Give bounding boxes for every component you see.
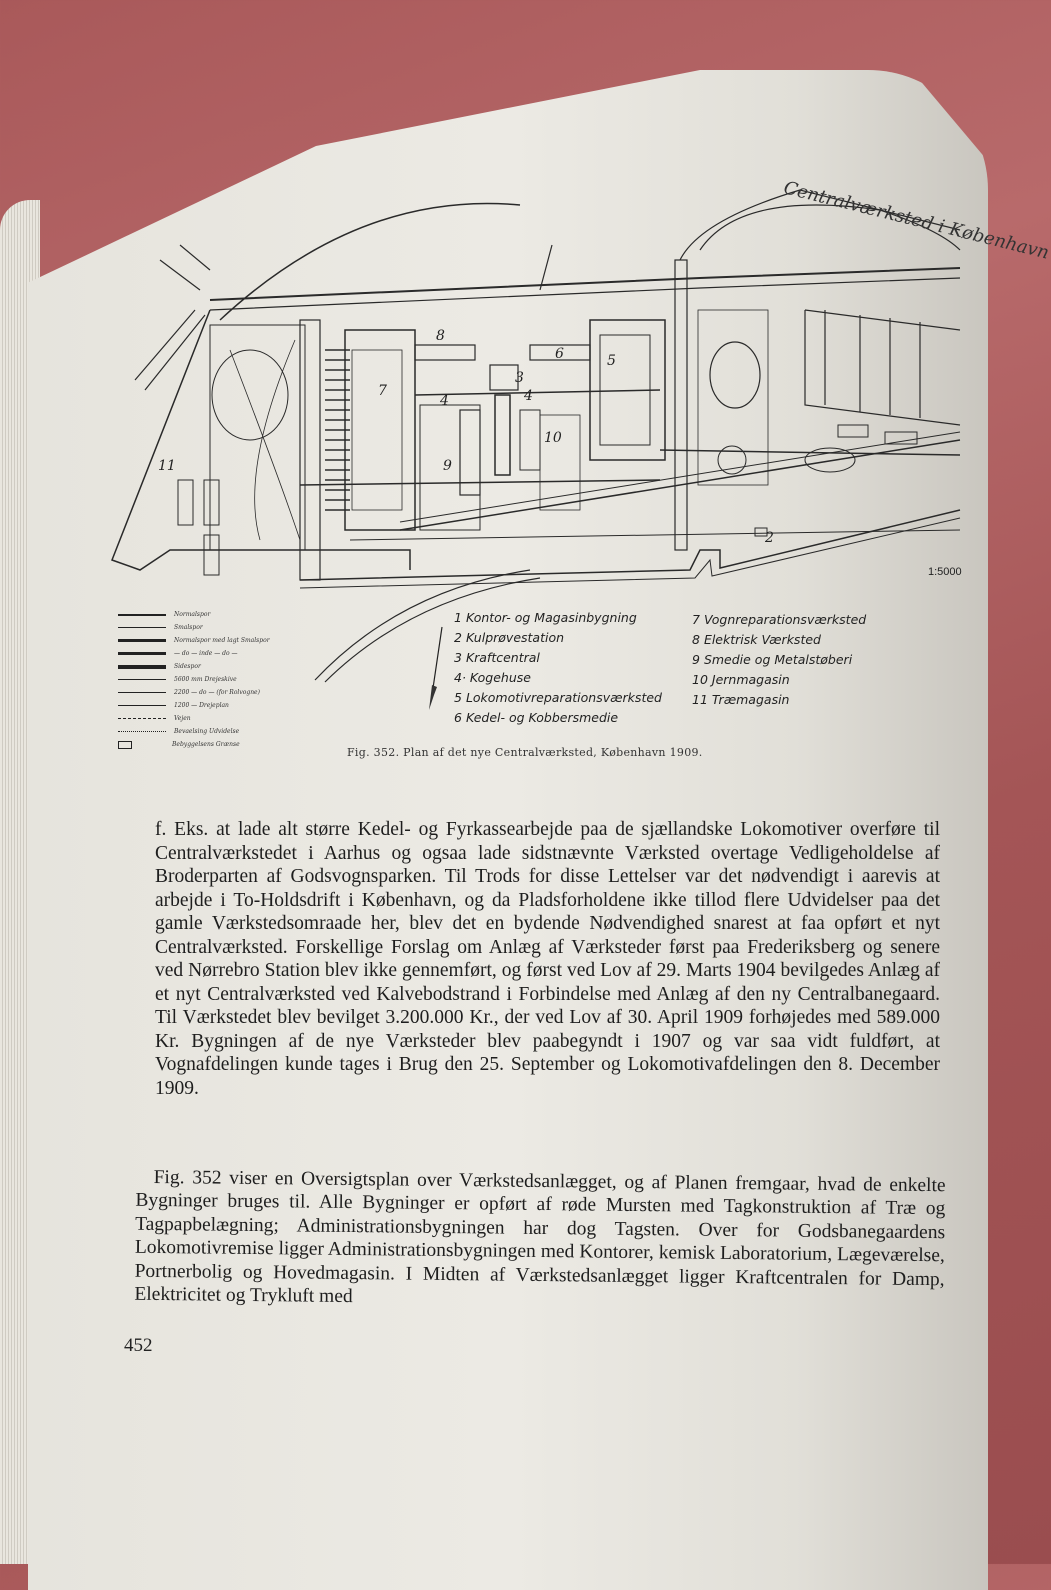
page-number: 452 bbox=[124, 1335, 153, 1356]
legend-item: 8 Elektrisk Værksted bbox=[692, 632, 821, 647]
legend-item: 9 Smedie og Metalstøberi bbox=[692, 652, 853, 667]
legend-item: 2 Kulprøvestation bbox=[454, 630, 565, 645]
legend-item: 3 Kraftcentral bbox=[454, 650, 540, 665]
legend-symbol-row: Normalspor med lagt Smalspor bbox=[118, 634, 278, 647]
svg-text:7: 7 bbox=[378, 383, 387, 399]
svg-text:6: 6 bbox=[555, 346, 564, 362]
legend-item: 1 Kontor- og Magasinbygning bbox=[454, 610, 637, 625]
site-plan-map bbox=[100, 150, 960, 620]
paragraph-text: Fig. 352 viser en Oversigtsplan over Værkstedsanlægget, og af Planen fremgaar, hvad de enkelte Bygninger bruges til. Alle Bygninger er opført af røde Mursten med Tagkonstruktion af Træ og Tagpapbelægning; Administrationsbygningen har dog Tagsten. Over for Godsbanegaardens Lokomotivremise ligger Administrationsbygningen med Kontorer, kemisk Laboratorium, Lægeværelse, Portnerbolig og Hovedmagasin. I Midten af Værkstedsanlægget ligger Kraftcentralen for Damp, Elektricitet og Trykluft med bbox=[134, 1166, 946, 1308]
legend-item: 7 Vognreparationsværksted bbox=[692, 612, 867, 627]
svg-text:8: 8 bbox=[436, 328, 445, 344]
north-arrow-icon bbox=[428, 625, 444, 715]
legend-symbol-row: — do — inde — do — bbox=[118, 647, 278, 660]
legend-symbol-row: 5600 mm Drejeskive bbox=[118, 673, 278, 686]
svg-text:2: 2 bbox=[765, 530, 774, 546]
legend-item: 10 Jernmagasin bbox=[692, 672, 790, 687]
legend-symbol-row: Vejen bbox=[118, 712, 278, 725]
svg-text:3: 3 bbox=[515, 370, 524, 386]
legend-item: 11 Træmagasin bbox=[692, 692, 790, 707]
legend-symbol-row: 1200 — Drejeplan bbox=[118, 699, 278, 712]
map-scale: 1:5000 bbox=[928, 566, 962, 578]
handwritten-map-title: Centralværksted i København bbox=[781, 177, 1051, 264]
line-symbol-legend bbox=[118, 608, 278, 751]
body-paragraph-2 bbox=[134, 1146, 946, 1334]
svg-text:9: 9 bbox=[443, 458, 452, 474]
building-legend-left bbox=[454, 610, 662, 730]
svg-text:5: 5 bbox=[607, 353, 616, 369]
figure-caption: Fig. 352. Plan af det nye Centralværksted, København 1909. bbox=[347, 746, 703, 759]
legend-symbol-row: 2200 — do — (for Rolvogne) bbox=[118, 686, 278, 699]
svg-text:10: 10 bbox=[544, 430, 562, 446]
legend-symbol-row: Sidespor bbox=[118, 660, 278, 673]
svg-text:4: 4 bbox=[524, 388, 533, 404]
legend-symbol-row: Normalspor bbox=[118, 608, 278, 621]
body-paragraph-1 bbox=[155, 818, 940, 1100]
legend-symbol-row: Bebyggelsens Grænse bbox=[118, 738, 278, 751]
legend-item: 4· Kogehuse bbox=[454, 670, 531, 685]
legend-symbol-row: Smalspor bbox=[118, 621, 278, 634]
building-legend-right bbox=[692, 612, 866, 712]
paragraph-text: f. Eks. at lade alt større Kedel- og Fyrkassearbejde paa de sjællandske Lokomotiver overføre til Centralværkstedet i Aarhus og ogsaa lade sidstnævnte Værksted overtage Vedligeholdelse af Broderparten af Godsvognsparken. Til Trods for disse Lettelser var det nødvendigt i aarevis at arbejde i To-Holdsdrift i København, og da Pladsforholdene ikke tillod flere Udvidelser paa det gamle Værkstedsomraade her, blev det en bydende Nødvendighed snarest at faa opført et nyt Centralværksted. Forskellige Forslag om Anlæg af Værksteder først paa Frederiksberg og senere ved Nørrebro Station blev ikke gennemført, og først ved Lov af 29. Marts 1904 bevilgedes Anlæg af et nyt Centralværksted ved Kalvebodstrand i Forbindelse med Anlæg af den ny Centralbanegaard. Til Værkstedet blev bevilget 3.200.000 Kr., der ved Lov af 30. April 1909 forhøjedes med 589.000 Kr. Bygningen af de nye Værksteder blev paabegyndt i 1907 og var saa vidt fuldført, at Vognafdelingen kunde tages i Brug den 25. September og Lokomotivafdelingen den 8. December 1909. bbox=[155, 819, 940, 1099]
legend-symbol-row: Bevaelsing Udvidelse bbox=[118, 725, 278, 738]
legend-item: 6 Kedel- og Kobbersmedie bbox=[454, 710, 619, 725]
svg-text:11: 11 bbox=[158, 458, 176, 474]
legend-item: 5 Lokomotivreparationsværksted bbox=[454, 690, 662, 705]
svg-text:4: 4 bbox=[440, 393, 449, 409]
